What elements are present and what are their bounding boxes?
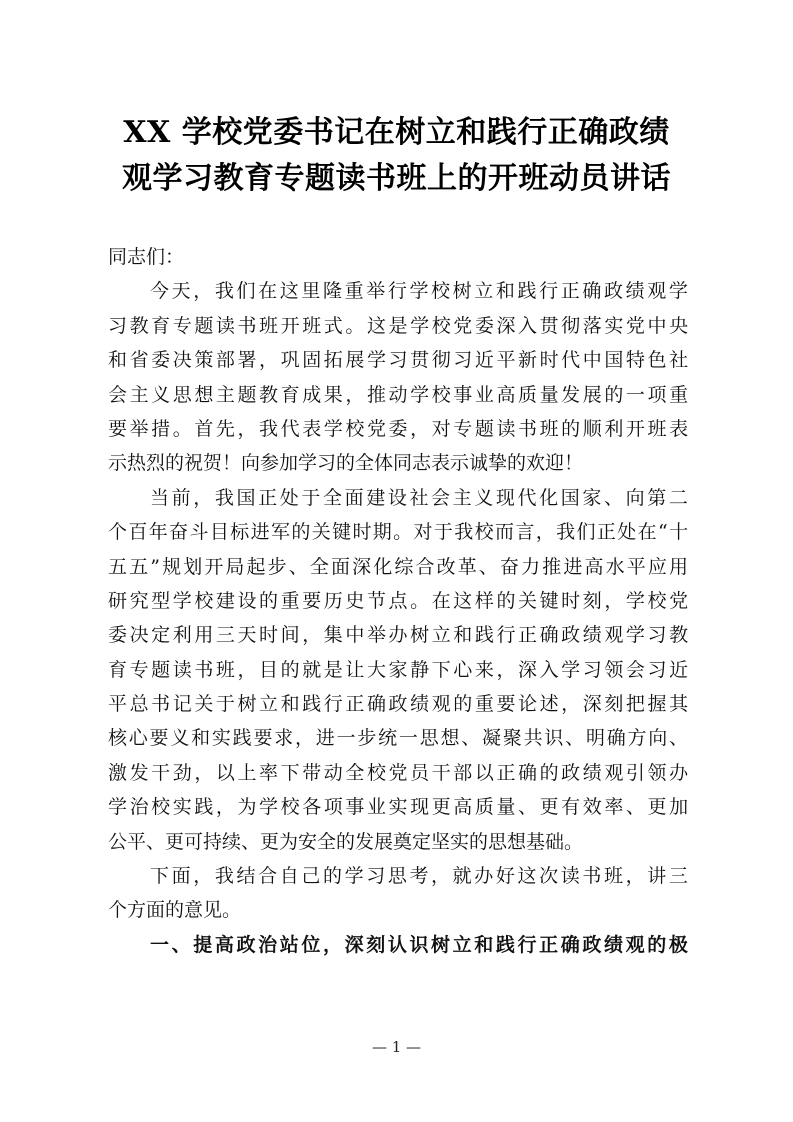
body-line: 委决定利用三天时间，集中举办树立和践行正确政绩观学习教 [108,624,691,647]
body-line: 激发干劲，以上率下带动全校党员干部以正确的政绩观引领办 [108,761,691,784]
body-line: 今天，我们在这里隆重举行学校树立和践行正确政绩观学 [150,280,691,303]
document-title [100,110,693,202]
body-line: 示热烈的祝贺！向参加学习的全体同志表示诚挚的欢迎！ [108,452,584,475]
body-line: 平总书记关于树立和践行正确政绩观的重要论述，深刻把握其 [108,693,691,716]
body-line: 下面，我结合自己的学习思考，就办好这次读书班，讲三 [150,865,691,888]
body-line: 个方面的意见。 [108,899,242,922]
body-line: 育专题读书班，目的就是让大家静下心来，深入学习领会习近 [108,658,691,681]
body-line: 和省委决策部署，巩固拓展学习贯彻习近平新时代中国特色社 [108,349,691,372]
body-line: 公平、更可持续、更为安全的发展奠定坚实的思想基础。 [108,830,584,853]
body-line: 学治校实践，为学校各项事业实现更高质量、更有效率、更加 [108,796,691,819]
title-line-1: XX 学校党委书记在树立和践行正确政绩 [123,115,670,150]
body-line: 五五”规划开局起步、全面深化综合改革、奋力推进高水平应用 [108,555,691,578]
body-line: 习教育专题读书班开班式。这是学校党委深入贯彻落实党中央 [108,314,691,337]
body-line: 研究型学校建设的重要历史节点。在这样的关键时刻，学校党 [108,589,691,612]
document-body [108,240,691,962]
body-line: 要举措。首先，我代表学校党委，对专题读书班的顺利开班表 [108,417,691,440]
salutation: 同志们： [108,246,185,268]
body-line: 核心要义和实践要求，进一步统一思想、凝聚共识、明确方向、 [108,727,690,750]
body-line: 个百年奋斗目标进军的关键时期。对于我校而言，我们正处在“十 [108,521,690,544]
body-line: 当前，我国正处于全面建设社会主义现代化国家、向第二 [150,486,691,509]
body-line: 会主义思想主题教育成果，推动学校事业高质量发展的一项重 [108,383,691,406]
page-number: — 1 — [371,1038,422,1056]
title-line-2: 观学习教育专题读书班上的开班动员讲话 [122,161,671,196]
section-heading: 一、提高政治站位，深刻认识树立和践行正确政绩观的极 [150,933,691,956]
